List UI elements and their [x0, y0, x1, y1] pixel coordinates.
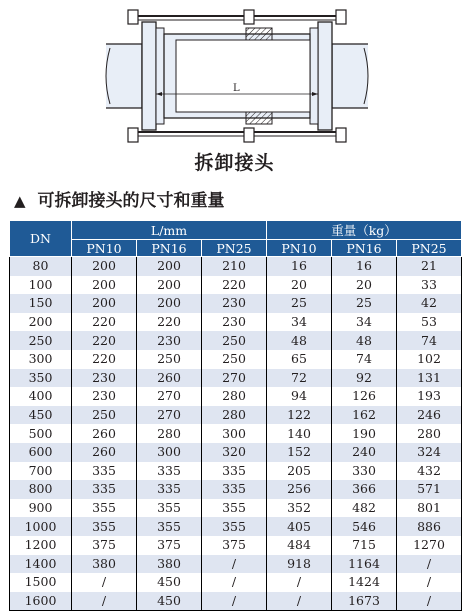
value-cell: 48	[267, 331, 332, 350]
table-row	[10, 276, 462, 295]
header-weight: 重量（kg）	[267, 221, 462, 240]
value-cell: 140	[267, 424, 332, 443]
value-cell: 355	[202, 517, 267, 536]
value-cell: 450	[137, 573, 202, 592]
value-cell: 200	[137, 294, 202, 313]
dn-cell: 1000	[10, 517, 72, 536]
dn-cell: 250	[10, 331, 72, 350]
table-row	[10, 257, 462, 276]
table-row	[10, 443, 462, 462]
value-cell: 250	[202, 331, 267, 350]
drawing-caption: 拆卸接头	[194, 152, 275, 174]
value-cell: 16	[332, 257, 397, 276]
value-cell: 220	[202, 276, 267, 295]
table-row	[10, 573, 462, 592]
table-row	[10, 499, 462, 518]
value-cell: 240	[332, 443, 397, 462]
value-cell: 210	[202, 257, 267, 276]
value-cell: 355	[137, 517, 202, 536]
value-cell: 16	[267, 257, 332, 276]
table-row	[10, 555, 462, 574]
value-cell: /	[397, 592, 462, 611]
value-cell: 270	[137, 406, 202, 425]
table-row	[10, 387, 462, 406]
value-cell: 230	[137, 331, 202, 350]
value-cell: 886	[397, 517, 462, 536]
value-cell: /	[202, 573, 267, 592]
value-cell: 320	[202, 443, 267, 462]
dn-cell: 150	[10, 294, 72, 313]
value-cell: 280	[202, 406, 267, 425]
value-cell: 250	[202, 350, 267, 369]
value-cell: /	[397, 555, 462, 574]
value-cell: 21	[397, 257, 462, 276]
value-cell: 74	[397, 331, 462, 350]
value-cell: 280	[397, 424, 462, 443]
dn-cell: 300	[10, 350, 72, 369]
value-cell: 432	[397, 462, 462, 481]
value-cell: /	[202, 592, 267, 611]
table-row	[10, 294, 462, 313]
value-cell: 74	[332, 350, 397, 369]
value-cell: 94	[267, 387, 332, 406]
dn-cell: 600	[10, 443, 72, 462]
value-cell: /	[72, 573, 137, 592]
dn-cell: 100	[10, 276, 72, 295]
value-cell: 20	[267, 276, 332, 295]
value-cell: 72	[267, 369, 332, 388]
value-cell: 220	[137, 313, 202, 332]
value-cell: 246	[397, 406, 462, 425]
spec-table	[9, 220, 462, 611]
dn-cell: 1400	[10, 555, 72, 574]
value-cell: 260	[72, 424, 137, 443]
table-row	[10, 350, 462, 369]
value-cell: 260	[72, 443, 137, 462]
value-cell: 546	[332, 517, 397, 536]
table-row	[10, 331, 462, 350]
dn-cell: 1500	[10, 573, 72, 592]
value-cell: 375	[72, 536, 137, 555]
value-cell: 335	[137, 480, 202, 499]
value-cell: 355	[137, 499, 202, 518]
value-cell: /	[267, 592, 332, 611]
section-title: 可拆卸接头的尺寸和重量	[37, 191, 225, 211]
dismantling-joint-drawing	[92, 4, 382, 148]
value-cell: 450	[137, 592, 202, 611]
value-cell: 1424	[332, 573, 397, 592]
triangle-icon: ▲	[14, 192, 26, 210]
value-cell: 918	[267, 555, 332, 574]
value-cell: /	[267, 573, 332, 592]
value-cell: 335	[72, 462, 137, 481]
value-cell: 484	[267, 536, 332, 555]
dn-cell: 700	[10, 462, 72, 481]
value-cell: 355	[72, 499, 137, 518]
value-cell: 380	[72, 555, 137, 574]
value-cell: 1270	[397, 536, 462, 555]
value-cell: 48	[332, 331, 397, 350]
value-cell: 34	[332, 313, 397, 332]
value-cell: 200	[72, 276, 137, 295]
dn-cell: 450	[10, 406, 72, 425]
value-cell: 1673	[332, 592, 397, 611]
value-cell: 375	[202, 536, 267, 555]
dn-cell: 350	[10, 369, 72, 388]
value-cell: 355	[72, 517, 137, 536]
value-cell: 335	[72, 480, 137, 499]
value-cell: 715	[332, 536, 397, 555]
dn-cell: 800	[10, 480, 72, 499]
value-cell: 53	[397, 313, 462, 332]
value-cell: 256	[267, 480, 332, 499]
value-cell: 366	[332, 480, 397, 499]
value-cell: 190	[332, 424, 397, 443]
dn-cell: 80	[10, 257, 72, 276]
value-cell: /	[202, 555, 267, 574]
table-row	[10, 313, 462, 332]
table-row	[10, 406, 462, 425]
dimension-label: L	[233, 83, 240, 94]
value-cell: 131	[397, 369, 462, 388]
value-cell: 230	[72, 387, 137, 406]
table-row	[10, 424, 462, 443]
value-cell: 405	[267, 517, 332, 536]
header-dn: DN	[10, 221, 72, 257]
value-cell: 375	[137, 536, 202, 555]
value-cell: 152	[267, 443, 332, 462]
value-cell: 270	[202, 369, 267, 388]
value-cell: 335	[202, 480, 267, 499]
value-cell: 122	[267, 406, 332, 425]
value-cell: /	[397, 573, 462, 592]
value-cell: 250	[72, 406, 137, 425]
header-pn: PN25	[397, 240, 462, 257]
value-cell: 300	[137, 443, 202, 462]
value-cell: /	[72, 592, 137, 611]
section-heading	[14, 186, 225, 211]
value-cell: 300	[202, 424, 267, 443]
header-pn: PN16	[137, 240, 202, 257]
table-row	[10, 517, 462, 536]
value-cell: 482	[332, 499, 397, 518]
value-cell: 200	[72, 294, 137, 313]
value-cell: 42	[397, 294, 462, 313]
value-cell: 200	[137, 257, 202, 276]
header-pn: PN10	[267, 240, 332, 257]
value-cell: 1164	[332, 555, 397, 574]
value-cell: 230	[72, 369, 137, 388]
value-cell: 571	[397, 480, 462, 499]
table-row	[10, 480, 462, 499]
value-cell: 25	[267, 294, 332, 313]
value-cell: 92	[332, 369, 397, 388]
header-pn: PN10	[72, 240, 137, 257]
value-cell: 270	[137, 387, 202, 406]
value-cell: 220	[72, 331, 137, 350]
value-cell: 200	[137, 276, 202, 295]
value-cell: 193	[397, 387, 462, 406]
value-cell: 230	[202, 313, 267, 332]
value-cell: 230	[202, 294, 267, 313]
header-pn: PN16	[332, 240, 397, 257]
dn-cell: 500	[10, 424, 72, 443]
value-cell: 34	[267, 313, 332, 332]
value-cell: 220	[72, 313, 137, 332]
value-cell: 335	[202, 462, 267, 481]
value-cell: 126	[332, 387, 397, 406]
dn-cell: 1200	[10, 536, 72, 555]
value-cell: 330	[332, 462, 397, 481]
table-row	[10, 592, 462, 611]
value-cell: 25	[332, 294, 397, 313]
value-cell: 33	[397, 276, 462, 295]
value-cell: 335	[137, 462, 202, 481]
value-cell: 801	[397, 499, 462, 518]
value-cell: 162	[332, 406, 397, 425]
table-row	[10, 369, 462, 388]
header-pn: PN25	[202, 240, 267, 257]
value-cell: 220	[72, 350, 137, 369]
dn-cell: 900	[10, 499, 72, 518]
dn-cell: 400	[10, 387, 72, 406]
dn-cell: 1600	[10, 592, 72, 611]
value-cell: 250	[137, 350, 202, 369]
value-cell: 324	[397, 443, 462, 462]
value-cell: 355	[202, 499, 267, 518]
dn-cell: 200	[10, 313, 72, 332]
value-cell: 20	[332, 276, 397, 295]
value-cell: 280	[137, 424, 202, 443]
table-row	[10, 462, 462, 481]
value-cell: 102	[397, 350, 462, 369]
value-cell: 280	[202, 387, 267, 406]
value-cell: 260	[137, 369, 202, 388]
value-cell: 352	[267, 499, 332, 518]
value-cell: 200	[72, 257, 137, 276]
value-cell: 205	[267, 462, 332, 481]
header-length: L/mm	[72, 221, 267, 240]
value-cell: 380	[137, 555, 202, 574]
value-cell: 65	[267, 350, 332, 369]
table-row	[10, 536, 462, 555]
